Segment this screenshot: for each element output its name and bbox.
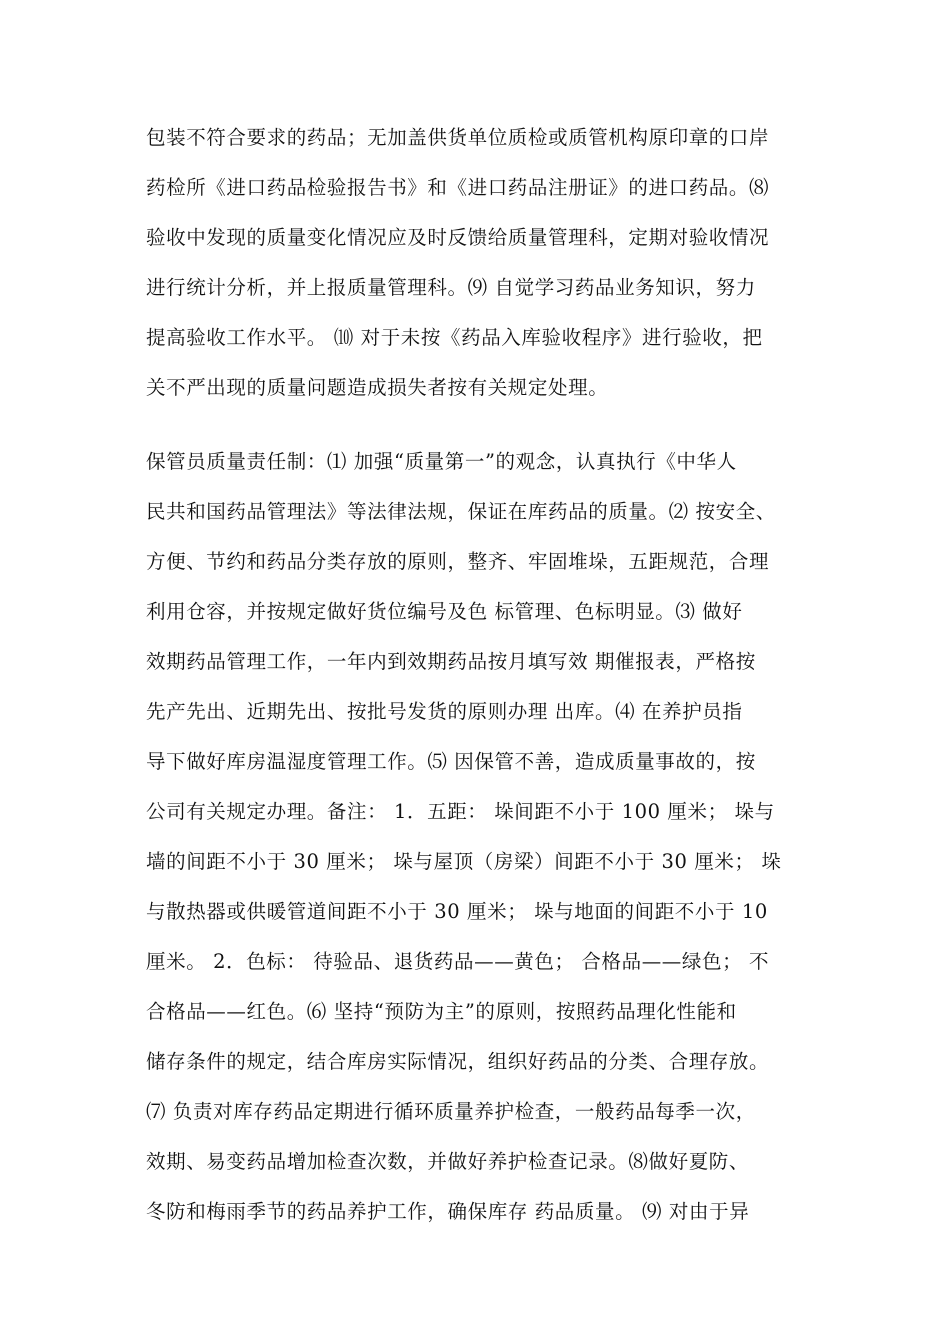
text-line: 方便、节约和药品分类存放的原则，整齐、牢固堆垛，五距规范，合理 — [146, 550, 770, 573]
paragraph-custodian-responsibility — [146, 437, 816, 1237]
text-line: 效期药品管理工作，一年内到效期药品按月填写效 期催报表，严格按 — [146, 650, 756, 673]
text-line: 导下做好库房温湿度管理工作。⑸ 因保管不善，造成质量事故的，按 — [146, 750, 756, 773]
text-line: 合格品——红色。⑹ 坚持“预防为主”的原则，按照药品理化性能和 — [146, 1000, 737, 1023]
text-line: 公司有关规定办理。备注： 1．五距： 垛间距不小于 100 厘米； 垛与 — [146, 800, 775, 823]
text-line: 包装不符合要求的药品；无加盖供货单位质检或质管机构原印章的口岸 — [146, 126, 770, 149]
text-line: 利用仓容，并按规定做好货位编号及色 标管理、色标明显。⑶ 做好 — [146, 600, 743, 623]
text-line: 储存条件的规定，结合库房实际情况，组织好药品的分类、合理存放。 — [146, 1050, 770, 1073]
text-line: 进行统计分析，并上报质量管理科。⑼ 自觉学习药品业务知识，努力 — [146, 276, 756, 299]
text-line: 效期、易变药品增加检查次数，并做好养护检查记录。⑻做好夏防、 — [146, 1150, 750, 1173]
text-line: 民共和国药品管理法》等法律法规，保证在库药品的质量。⑵ 按安全、 — [146, 500, 776, 523]
text-line: 厘米。 2．色标： 待验品、退货药品——黄色； 合格品——绿色； 不 — [146, 950, 770, 973]
text-line: 药检所《进口药品检验报告书》和《进口药品注册证》的进口药品。⑻ — [146, 176, 770, 199]
text-line: 保管员质量责任制：⑴ 加强“质量第一”的观念，认真执行《中华人 — [146, 450, 737, 473]
text-line: 先产先出、近期先出、按批号发货的原则办理 出库。⑷ 在养护员指 — [146, 700, 743, 723]
text-line: 冬防和梅雨季节的药品养护工作，确保库存 药品质量。 ⑼ 对由于异 — [146, 1200, 750, 1223]
paragraph-acceptance-duties — [146, 113, 816, 413]
text-line: 关不严出现的质量问题造成损失者按有关规定处理。 — [146, 376, 609, 399]
text-line: 提高验收工作水平。 ⑽ 对于未按《药品入库验收程序》进行验收，把 — [146, 326, 763, 349]
text-line: 墙的间距不小于 30 厘米； 垛与屋顶（房梁）间距不小于 30 厘米； 垛 — [146, 850, 782, 873]
text-line: 验收中发现的质量变化情况应及时反馈给质量管理科，定期对验收情况 — [146, 226, 770, 249]
text-line: 与散热器或供暖管道间距不小于 30 厘米； 垛与地面的间距不小于 10 — [146, 900, 768, 923]
text-line: ⑺ 负责对库存药品定期进行循环质量养护检查，一般药品每季一次， — [146, 1100, 756, 1123]
